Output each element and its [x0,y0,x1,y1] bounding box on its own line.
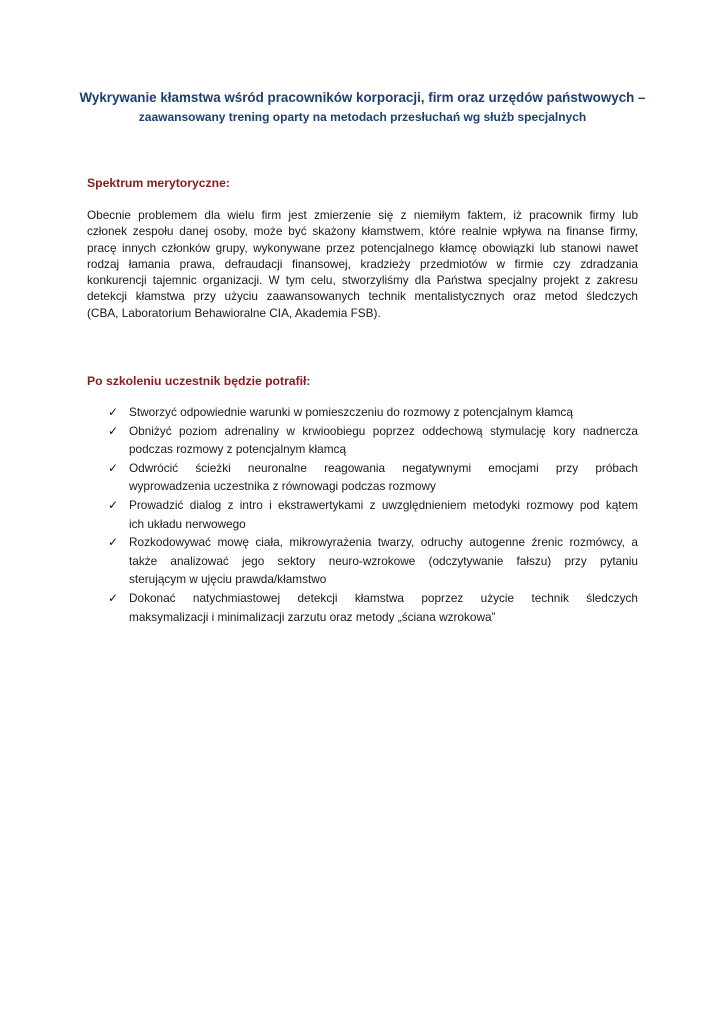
outcome-text-line: także analizować jego sektory neuro-wzrokowe (odczytywanie fałszu) przy pytaniu [129,553,638,568]
outcome-list-item [108,459,638,496]
check-mark-icon: ✓ [108,405,119,419]
outcome-text-line: ich układu nerwowego [129,516,246,531]
outcome-list-item [108,496,638,533]
outcome-list-item [108,422,638,459]
outcome-text [129,589,638,626]
check-mark-icon: ✓ [108,423,119,438]
outcome-list-item [108,589,638,626]
outcome-text-line: sterującym w ujęciu prawda/kłamstwo [129,572,327,587]
check-mark-icon: ✓ [108,535,119,550]
outcome-text-line: Rozkodowywać mowę ciała, mikrowyrażenia twarzy, odruchy autogenne źrenic rozmówcy, a [129,535,638,550]
outcome-text-line: Dokonać natychmiastowej detekcji kłamstwa poprzez użycie technik śledczych [129,590,638,605]
title-main-line: Wykrywanie kłamstwa wśród pracowników korporacji, firm oraz urzędów państwowych – [79,90,646,105]
outcome-text-line: maksymalizacji i minimalizacji zarzutu oraz metody „ściana wzrokowa” [129,609,496,624]
outcome-text [129,403,638,422]
outcome-text-line: Odwrócić ścieżki neuronalne reagowania negatywnymi emocjami przy próbach [129,460,638,475]
check-mark-icon: ✓ [108,497,119,512]
outcome-list-item [108,403,638,422]
document-title [60,88,665,126]
outcome-text-line: Stworzyć odpowiednie warunki w pomieszczeniu do rozmowy z potencjalnym kłamcą [129,405,573,419]
outcome-text-line: Prowadzić dialog z intro i ekstrawertykami z uwzględnieniem metodyki rozmowy pod kątem [129,497,638,512]
outcome-text [129,496,638,533]
paragraph-line: członek zespołu danej osoby, może być skażony kłamstwem, które realnie wpływa na finanse firmy, [87,224,638,239]
outcome-text-line: wyprowadzenia uczestnika z równowagi podczas rozmowy [129,479,436,494]
outcome-text [129,422,638,459]
paragraph-line: (CBA, Laboratorium Behawioralne CIA, Akademia FSB). [87,305,381,320]
paragraph-line: konkurencji tajemnic organizacji. W tym celu, stworzyliśmy dla Państwa specjalny projekt z zakresu [87,273,638,288]
outcome-list-item [108,533,638,589]
outcome-text-line: podczas rozmowy z potencjalnym kłamcą [129,442,347,457]
paragraph-line: Obecnie problemem dla wielu firm jest zmierzenie się z niemiłym faktem, iż pracownik firmy lub [87,208,638,222]
outcome-text [129,533,638,589]
check-mark-icon: ✓ [108,460,119,475]
outcome-text-line: Obniżyć poziom adrenaliny w krwioobiegu poprzez oddechową stymulację kory nadnercza [129,423,638,438]
paragraph-line: pracę innych członków grupy, wykonywane przez potencjalnego kłamcę obowiązki lub stanowi nawet [87,240,638,255]
paragraph-line: detekcji kłamstwa przy użyciu zaawansowanych technik mentalistycznych oraz metod śledczych [87,289,638,304]
paragraph-line: rodzaj łamania prawa, defraudacji finansowej, kradzieży przedmiotów w firmie czy zdradzania [87,256,638,271]
outcome-text [129,459,638,496]
section-heading-scope: Spektrum merytoryczne: [87,176,230,190]
section-heading-outcomes: Po szkoleniu uczestnik będzie potrafił: [87,374,311,388]
check-mark-icon: ✓ [108,590,119,605]
title-subtitle-line: zaawansowany trening oparty na metodach przesłuchań wg służb specjalnych [138,110,587,124]
outcomes-checklist [108,403,638,626]
scope-paragraph [87,207,638,321]
